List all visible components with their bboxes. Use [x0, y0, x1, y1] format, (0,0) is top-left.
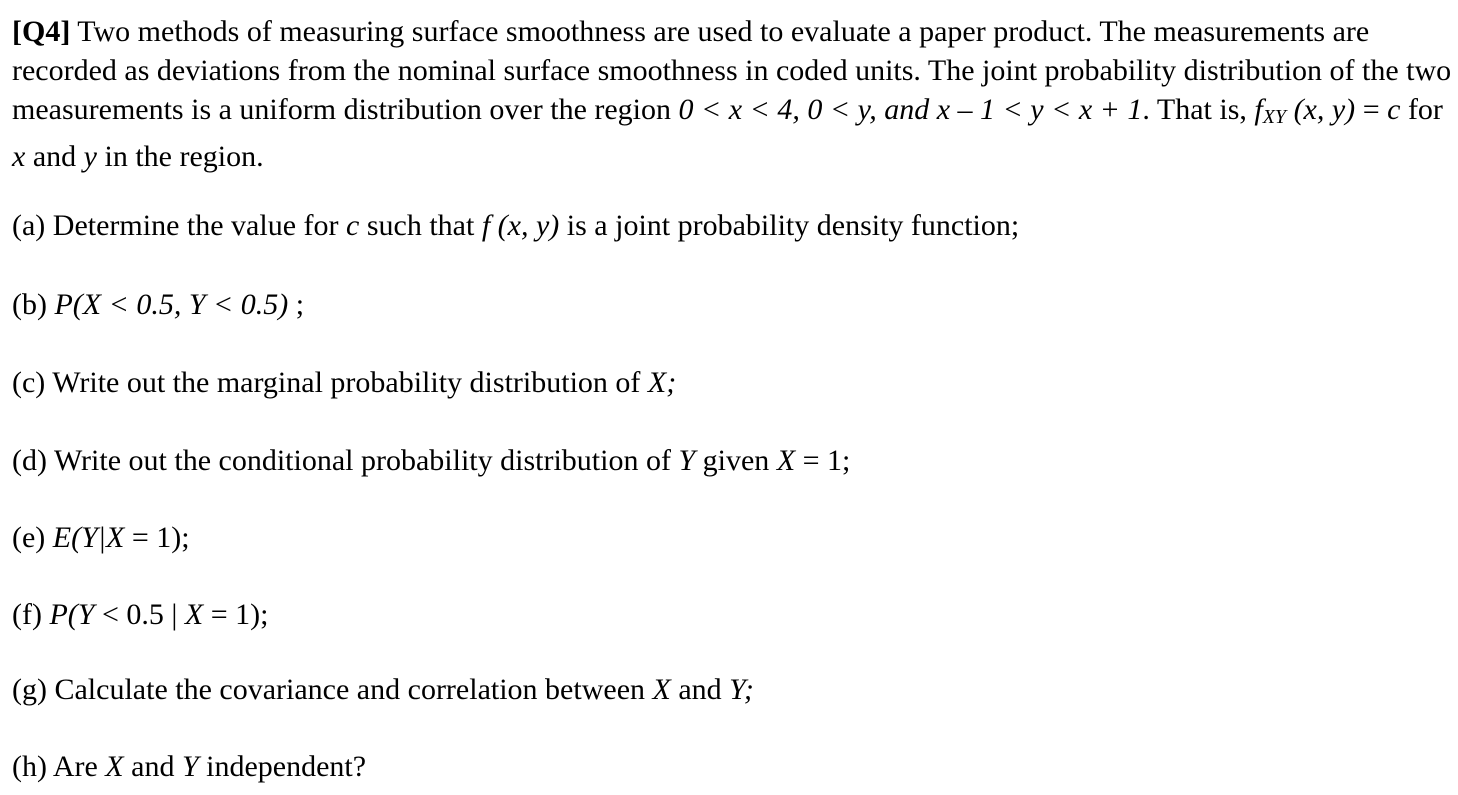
question-e-suffix: = 1); [124, 521, 190, 554]
question-h-var-y: Y [181, 750, 199, 783]
intro-text-6: in the region. [96, 140, 264, 173]
var-x: x [12, 140, 26, 173]
question-f-prefix: (f) [12, 598, 50, 631]
question-d-mid: given [695, 444, 777, 477]
question-c-var: X; [647, 366, 677, 399]
question-f-expr-2: X [184, 598, 204, 631]
question-b-suffix: ; [288, 288, 305, 321]
question-c-prefix: (c) Write out the marginal probability distribution of [12, 366, 648, 399]
question-g-var-y: Y; [729, 673, 754, 706]
question-g [12, 672, 754, 708]
question-h-prefix: (h) Are [12, 750, 106, 783]
question-a-suffix: is a joint probability density function; [559, 209, 1020, 242]
question-b [12, 287, 304, 323]
region-definition: 0 < x < 4, 0 < y, and x – 1 < y < x + 1 [678, 93, 1143, 126]
question-tag: [Q4] [12, 15, 71, 48]
question-b-prefix: (b) [12, 288, 55, 321]
question-d-var-y: Y [678, 444, 696, 477]
question-c [12, 365, 676, 401]
intro-text-5: and [25, 140, 84, 173]
density-subscript: XY [1262, 106, 1287, 128]
question-a-f: f [481, 209, 491, 242]
intro-text-3: = [1355, 93, 1388, 126]
density-symbol: f [1254, 93, 1263, 126]
intro-text-4: for [1400, 93, 1443, 126]
question-a [12, 208, 1019, 244]
question-e [12, 520, 190, 556]
question-g-prefix: (g) Calculate the covariance and correlation between [12, 673, 653, 706]
question-h [12, 749, 366, 785]
question-d-suffix: = 1; [795, 444, 851, 477]
question-g-var-x: X [652, 673, 671, 706]
var-y: y [83, 140, 97, 173]
question-a-mid: such that [359, 209, 482, 242]
intro-text-1: Two methods of measuring surface smoothness are used to evaluate a paper product. The measurements are recorded as deviations from the nominal surface smoothness in coded units. The joint probability distribution of the two measurements is a uniform distribution over the region [12, 15, 1452, 126]
question-g-mid: and [670, 673, 730, 706]
question-h-mid: and [123, 750, 182, 783]
question-a-args: (x, y) [490, 209, 560, 242]
question-d-var-x: X [776, 444, 796, 477]
question-e-expr: E(Y|X [52, 521, 125, 554]
question-h-suffix: independent? [198, 750, 367, 783]
question-f-suffix: = 1); [203, 598, 269, 631]
question-f-expr-1: P(Y [49, 598, 95, 631]
constant-c: c [1387, 93, 1401, 126]
question-a-prefix: (a) Determine the value for [12, 209, 346, 242]
intro-text-2: . That is, [1142, 93, 1255, 126]
problem-statement [12, 12, 1452, 176]
question-a-c: c [346, 209, 360, 242]
question-b-expr: P(X < 0.5, Y < 0.5) [54, 288, 289, 321]
question-f-mid: < 0.5 | [94, 598, 185, 631]
question-d [12, 443, 850, 479]
density-args: (x, y) [1286, 93, 1356, 126]
question-d-prefix: (d) Write out the conditional probability distribution of [12, 444, 679, 477]
question-e-prefix: (e) [12, 521, 53, 554]
question-h-var-x: X [105, 750, 124, 783]
question-f [12, 597, 269, 633]
